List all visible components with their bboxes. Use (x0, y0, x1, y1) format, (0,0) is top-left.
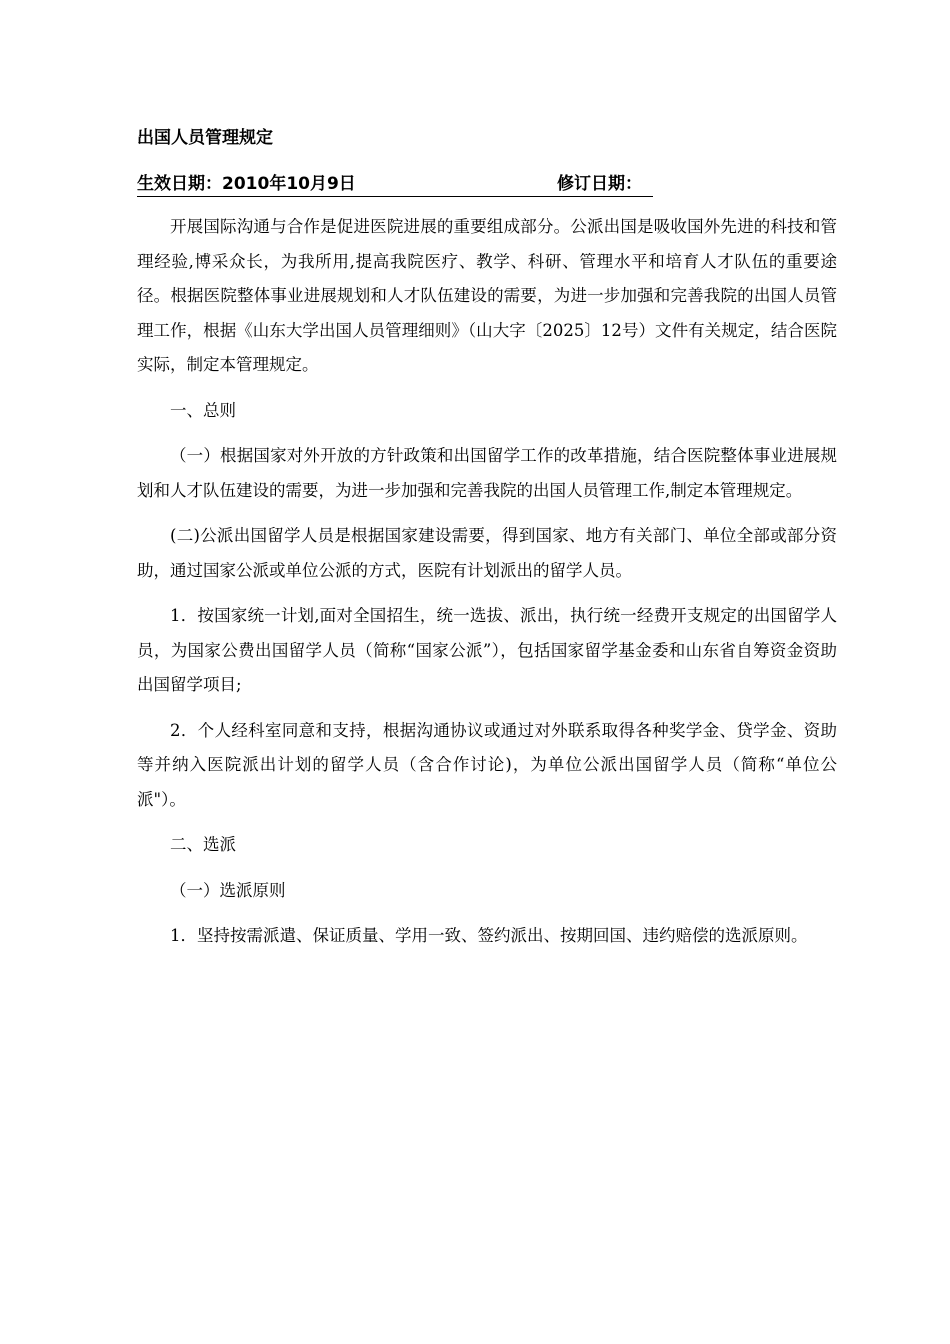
date-line (137, 172, 653, 197)
paragraph-intro: 开展国际沟通与合作是促进医院进展的重要组成部分。公派出国是吸收国外先进的科技和管理经验,博采众长，为我所用,提高我院医疗、教学、科研、管理水平和培育人才队伍的重要途径。根据医院整体事业进展规划和人才队伍建设的需要，为进一步加强和完善我院的出国人员管理工作，根据《山东大学出国人员管理细则》（山大字〔2025〕12号）文件有关规定，结合医院实际，制定本管理规定。 (137, 217, 837, 374)
effective-date: 生效日期：2010年10月9日 (137, 174, 356, 194)
document-body (137, 210, 837, 965)
section-heading-selection: 二、选派 (170, 835, 236, 854)
paragraph-item-1: 1．按国家统一计划,面对全国招生，统一选拔、派出，执行统一经费开支规定的出国留学人员，为国家公费出国留学人员（简称“国家公派”），包括国家留学基金委和山东省自筹资金资助出国留学项目; (137, 606, 837, 694)
paragraph-principle-1: 1．坚持按需派遣、保证质量、学用一致、签约派出、按期回国、违约赔偿的选派原则。 (170, 926, 808, 945)
paragraph-item-2: 2．个人经科室同意和支持，根据沟通协议或通过对外联系取得各种奖学金、贷学金、资助等并纳入医院派出计划的留学人员（含合作讨论)，为单位公派出国留学人员（简称“单位公派"）。 (137, 720, 837, 809)
subsection-heading-principles: （一）选派原则 (170, 880, 286, 900)
document-title: 出国人员管理规定 (137, 128, 273, 148)
paragraph-general-1: （一）根据国家对外开放的方针政策和出国留学工作的改革措施，结合医院整体事业进展规划和人才队伍建设的需要，为进一步加强和完善我院的出国人员管理工作,制定本管理规定。 (137, 446, 837, 500)
section-heading-general: 一、总则 (170, 400, 236, 420)
revised-date: 修订日期： (557, 174, 642, 194)
paragraph-general-2: (二)公派出国留学人员是根据国家建设需要，得到国家、地方有关部门、单位全部或部分资助，通过国家公派或单位公派的方式，医院有计划派出的留学人员。 (137, 526, 837, 580)
